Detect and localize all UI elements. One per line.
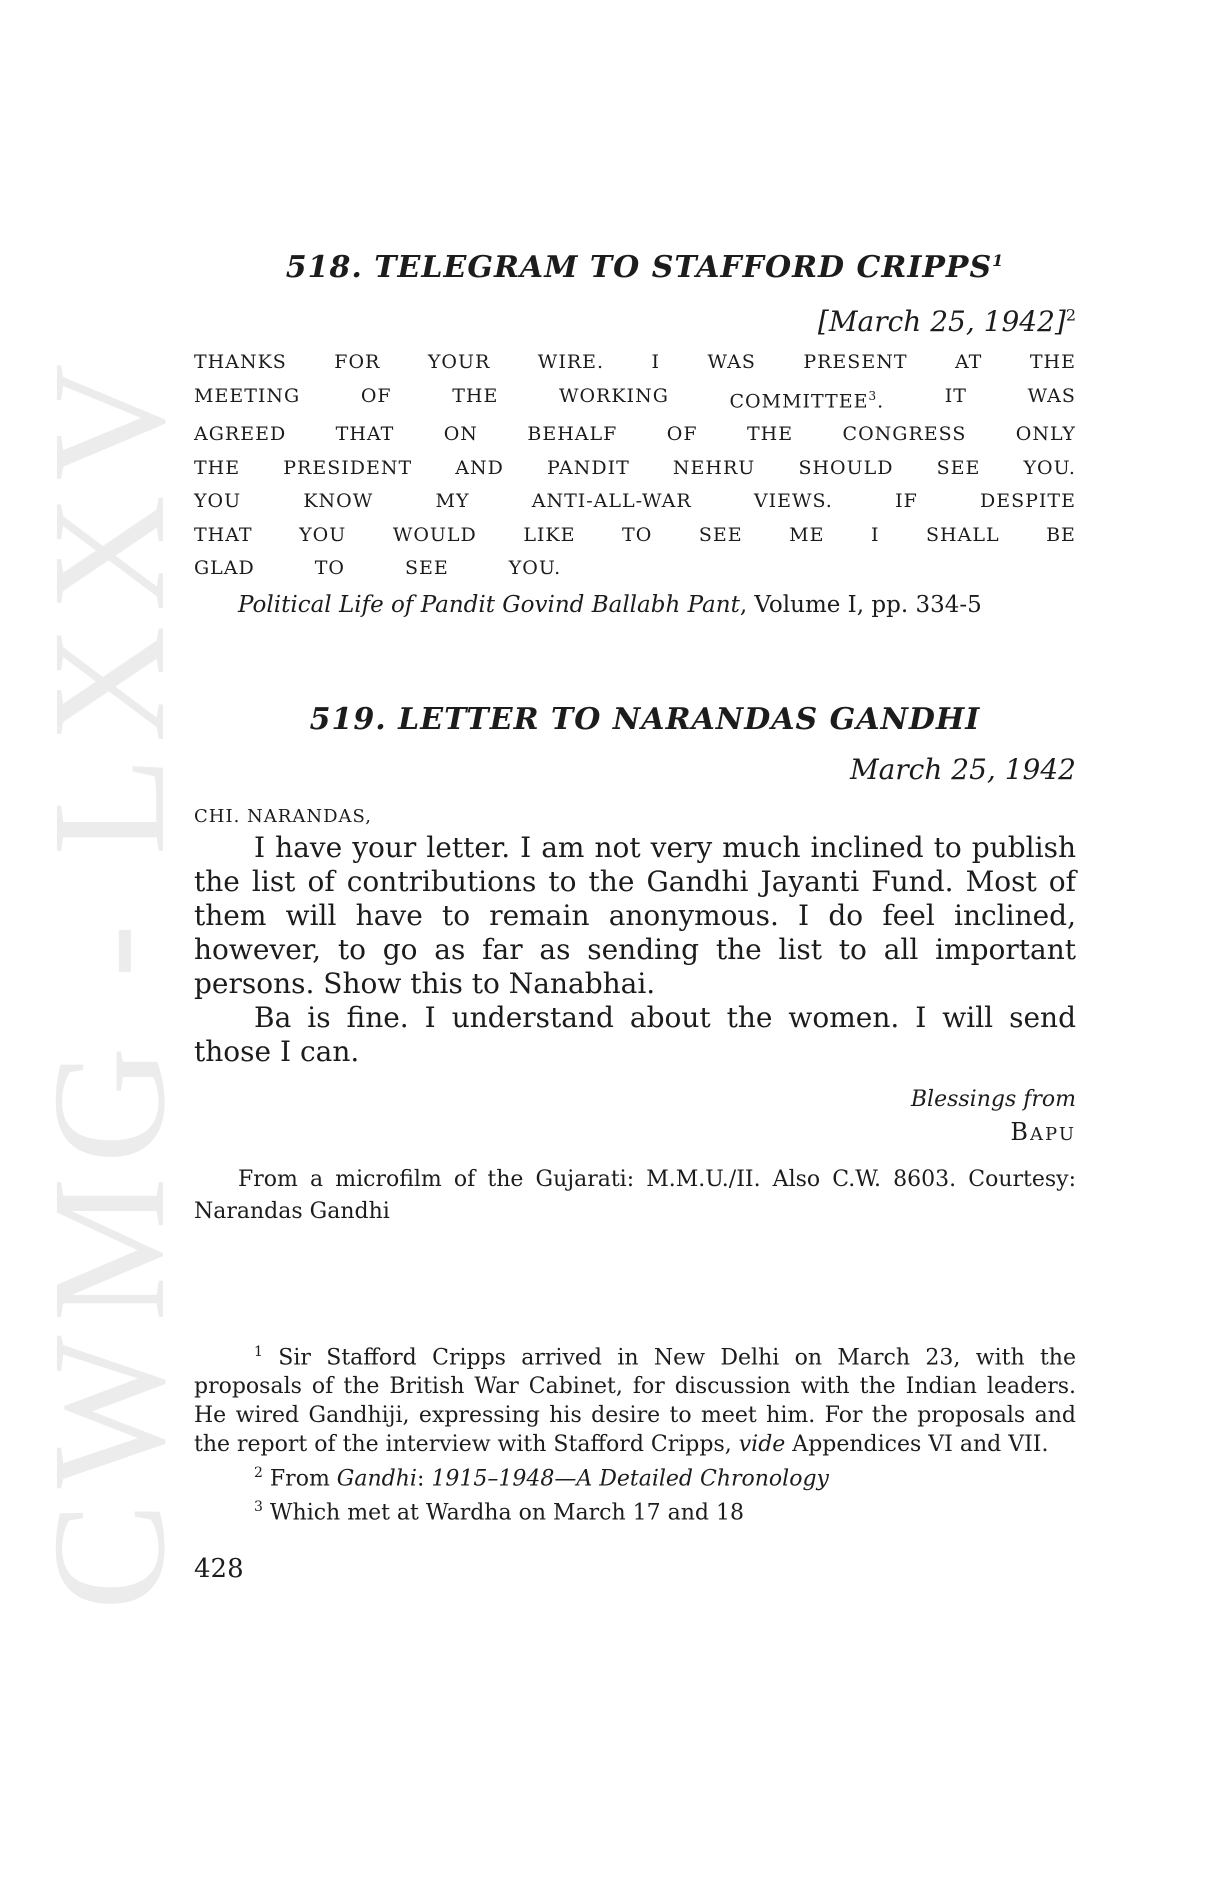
footnote-text: Which met at Wardha on March 17 and 18 bbox=[262, 1500, 744, 1526]
telegram-word: PRESIDENT bbox=[283, 456, 413, 479]
document-518-heading bbox=[194, 250, 1076, 285]
telegram-word: TO bbox=[622, 523, 653, 546]
telegram-word: AT bbox=[954, 351, 983, 373]
telegram-word: FOR bbox=[334, 351, 381, 373]
watermark: CWMG - LXXV bbox=[20, 349, 199, 1611]
telegram-word: DESPITE bbox=[980, 490, 1076, 513]
footnote-text: From bbox=[262, 1466, 337, 1492]
telegram-line bbox=[194, 519, 1076, 553]
blessings-line: Blessings from bbox=[910, 1086, 1076, 1112]
telegram-line bbox=[194, 380, 1076, 419]
date-text: [March 25, 1942] bbox=[817, 305, 1066, 338]
telegram-word: MEETING bbox=[194, 384, 301, 407]
telegram-word: PRESENT bbox=[803, 351, 908, 373]
telegram-word: LIKE bbox=[523, 523, 576, 546]
document-518-date bbox=[194, 305, 1076, 338]
telegram-word: I bbox=[870, 523, 880, 546]
document-519-heading: 519. LETTER TO NARANDAS GANDHI bbox=[309, 701, 981, 737]
document-519-source: From a microfilm of the Gujarati: M.M.U./II. Also C.W. 8603. Courtesy: Narandas Gandhi bbox=[194, 1166, 1076, 1224]
telegram-word: AGREED bbox=[194, 423, 287, 446]
document-519-date: March 25, 1942 bbox=[849, 752, 1076, 786]
letter-paragraph: I have your letter. I am not very much inclined to publish the list of contributions to the Gandhi Jayanti Fund. Most of them will have to remain anonymous. I do feel inclined, however, to go as far as sending the list to all important persons. Show this to Nanabhai. bbox=[194, 830, 1076, 1000]
page-number: 428 bbox=[194, 1553, 244, 1584]
signature bbox=[194, 1115, 1076, 1152]
telegram-word: BEHALF bbox=[527, 423, 618, 446]
footnote-ref: 2 bbox=[1065, 305, 1076, 325]
footnote-title: Gandhi bbox=[336, 1466, 417, 1492]
footnote-text: : bbox=[416, 1466, 432, 1492]
footnote-text: Sir Stafford Cripps arrived in New Delhi on March 23, with the proposals of the British War Cabinet, for discussion with the Indian leaders. He wired Gandhiji, expressing his desire to meet him. For the proposals and the report of the interview with Stafford Cripps, bbox=[194, 1345, 1076, 1458]
footnote-2 bbox=[194, 1459, 1076, 1493]
telegram-word: WOULD bbox=[392, 523, 477, 546]
telegram-word: CONGRESS bbox=[842, 423, 967, 446]
telegram-word: ANTI-ALL-WAR bbox=[531, 490, 692, 513]
telegram-word: SHOULD bbox=[798, 456, 894, 479]
telegram-line bbox=[194, 418, 1076, 452]
footnote-number: 1 bbox=[254, 1343, 263, 1360]
telegram-line bbox=[194, 552, 1076, 586]
telegram-word: SHALL bbox=[926, 523, 1000, 546]
telegram-word: WORKING bbox=[558, 384, 669, 407]
telegram-word: GLAD bbox=[194, 557, 255, 580]
heading-text: 518. TELEGRAM TO STAFFORD CRIPPS bbox=[285, 250, 993, 285]
telegram-line bbox=[194, 346, 1076, 380]
telegram-word: ME bbox=[789, 523, 825, 546]
telegram-word: SEE bbox=[936, 456, 981, 479]
footnote-1 bbox=[194, 1338, 1076, 1459]
telegram-line bbox=[194, 485, 1076, 519]
telegram-word: THAT bbox=[194, 523, 253, 546]
telegram-word: THE bbox=[194, 456, 241, 479]
telegram-word: KNOW bbox=[303, 490, 374, 513]
telegram-word: THANKS bbox=[194, 351, 287, 373]
signature-rest: APU bbox=[1030, 1123, 1076, 1145]
telegram-word: THAT bbox=[335, 423, 395, 446]
telegram-word: OF bbox=[360, 384, 392, 407]
telegram-word: WAS bbox=[707, 351, 756, 373]
footnotes bbox=[194, 1338, 1076, 1528]
telegram-word: BE bbox=[1046, 523, 1076, 546]
page-content bbox=[194, 250, 1076, 1584]
source-title: Political Life of Pandit Govind Ballabh Pant bbox=[238, 591, 740, 618]
telegram-word: OF bbox=[666, 423, 698, 446]
telegram-word: NEHRU bbox=[672, 456, 756, 479]
footnote-text: Appendices VI and VII. bbox=[785, 1432, 1049, 1458]
footnote-number: 3 bbox=[254, 1499, 263, 1516]
telegram-word: TO bbox=[314, 557, 345, 580]
salutation: CHI. NARANDAS, bbox=[194, 805, 372, 827]
telegram-word: IT bbox=[944, 384, 967, 407]
telegram-word: SEE bbox=[698, 523, 743, 546]
letter-paragraph: Ba is fine. I understand about the women. I will send those I can. bbox=[194, 1000, 1076, 1068]
footnote-vide: vide bbox=[738, 1432, 786, 1458]
footnote-3 bbox=[194, 1493, 1076, 1527]
telegram-word: YOU bbox=[194, 490, 242, 513]
telegram-word: AND bbox=[455, 456, 504, 479]
telegram-word: ONLY bbox=[1015, 423, 1076, 446]
letter-closing bbox=[194, 1085, 1076, 1152]
footnote-title: 1915–1948—A Detailed Chronology bbox=[431, 1466, 829, 1492]
signature-initial: B bbox=[1010, 1117, 1031, 1146]
telegram-word: ON bbox=[443, 423, 478, 446]
telegram-line bbox=[194, 452, 1076, 486]
telegram-word: YOUR bbox=[427, 351, 491, 373]
telegram-word: THE bbox=[1029, 351, 1076, 373]
telegram-word: I bbox=[651, 351, 661, 373]
telegram-word: IF bbox=[895, 490, 918, 513]
telegram-word: MY bbox=[435, 490, 470, 513]
telegram-word: PANDIT bbox=[546, 456, 630, 479]
footnote-ref: 1 bbox=[992, 251, 1005, 270]
telegram-word: YOU bbox=[299, 523, 347, 546]
telegram-body bbox=[194, 346, 1076, 586]
telegram-word: YOU. bbox=[508, 557, 562, 580]
document-518-source bbox=[238, 592, 1076, 618]
telegram-word: THE bbox=[746, 423, 794, 446]
telegram-word: THE bbox=[452, 384, 499, 407]
telegram-word: VIEWS. bbox=[753, 490, 833, 513]
telegram-word: COMMITTEE$^3$. bbox=[729, 388, 885, 412]
telegram-word: WAS bbox=[1027, 384, 1076, 407]
telegram-word: SEE bbox=[405, 557, 449, 580]
source-rest: , Volume I, pp. 334-5 bbox=[739, 591, 982, 618]
telegram-word: WIRE. bbox=[537, 351, 605, 373]
telegram-word: YOU. bbox=[1023, 456, 1076, 479]
footnote-number: 2 bbox=[254, 1465, 263, 1482]
